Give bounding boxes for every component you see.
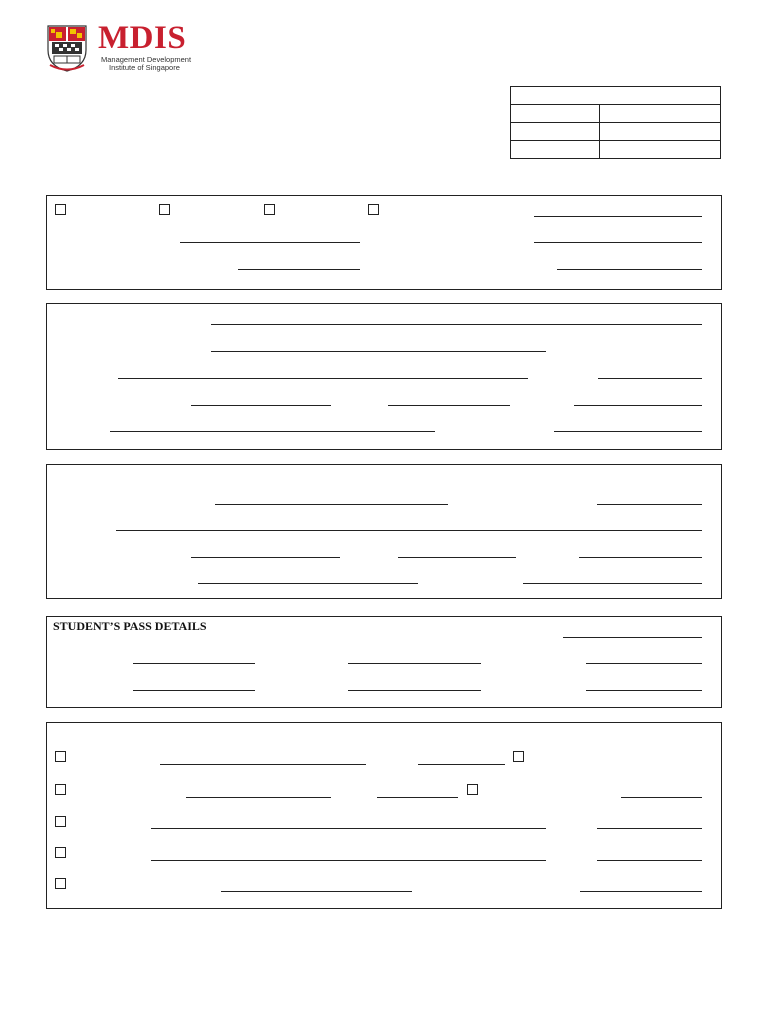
input-line[interactable] [580, 891, 702, 892]
input-line[interactable] [563, 637, 702, 638]
input-line[interactable] [191, 405, 331, 406]
checkbox[interactable] [55, 784, 66, 795]
checkbox[interactable] [467, 784, 478, 795]
input-line[interactable] [133, 690, 255, 691]
checkbox[interactable] [55, 204, 66, 215]
office-use-cell [511, 105, 600, 123]
input-line[interactable] [398, 557, 516, 558]
input-line[interactable] [198, 583, 418, 584]
input-line[interactable] [557, 269, 702, 270]
section-contact [46, 464, 722, 599]
crest-icon [46, 24, 88, 72]
input-line[interactable] [597, 504, 702, 505]
input-line[interactable] [586, 663, 702, 664]
section-title: STUDENT’S PASS DETAILS [53, 619, 207, 633]
checkbox[interactable] [55, 878, 66, 889]
input-line[interactable] [574, 405, 702, 406]
input-line[interactable] [191, 557, 340, 558]
logo-wordmark: MDIS [98, 20, 187, 56]
input-line[interactable] [151, 828, 546, 829]
logo-subtitle-1: Management Development [101, 55, 192, 64]
input-line[interactable] [597, 828, 702, 829]
input-line[interactable] [221, 891, 412, 892]
checkbox[interactable] [55, 847, 66, 858]
office-use-header-cell [511, 87, 721, 105]
checkbox[interactable] [55, 816, 66, 827]
input-line[interactable] [586, 690, 702, 691]
input-line[interactable] [133, 663, 255, 664]
input-line[interactable] [554, 431, 702, 432]
input-line[interactable] [211, 351, 546, 352]
input-line[interactable] [523, 583, 702, 584]
input-line[interactable] [118, 378, 528, 379]
input-line[interactable] [597, 860, 702, 861]
checkbox[interactable] [55, 751, 66, 762]
input-line[interactable] [215, 504, 448, 505]
input-line[interactable] [238, 269, 360, 270]
input-line[interactable] [579, 557, 702, 558]
input-line[interactable] [160, 764, 366, 765]
logo-subtitle-2: Institute of Singapore [109, 63, 180, 72]
input-line[interactable] [151, 860, 546, 861]
checkbox[interactable] [513, 751, 524, 762]
office-use-cell[interactable] [600, 141, 721, 159]
input-line[interactable] [348, 690, 481, 691]
office-use-table [510, 86, 721, 159]
input-line[interactable] [110, 431, 435, 432]
office-use-cell [511, 123, 600, 141]
input-line[interactable] [180, 242, 360, 243]
checkbox[interactable] [368, 204, 379, 215]
checkbox[interactable] [159, 204, 170, 215]
input-line[interactable] [377, 797, 458, 798]
section-qualifications [46, 722, 722, 909]
office-use-cell[interactable] [600, 123, 721, 141]
input-line[interactable] [418, 764, 505, 765]
input-line[interactable] [388, 405, 510, 406]
office-use-cell [511, 141, 600, 159]
input-line[interactable] [116, 530, 702, 531]
input-line[interactable] [211, 324, 702, 325]
input-line[interactable] [534, 242, 702, 243]
section-personal [46, 303, 722, 450]
input-line[interactable] [598, 378, 702, 379]
input-line[interactable] [621, 797, 702, 798]
input-line[interactable] [348, 663, 481, 664]
input-line[interactable] [534, 216, 702, 217]
input-line[interactable] [186, 797, 331, 798]
office-use-cell[interactable] [600, 105, 721, 123]
checkbox[interactable] [264, 204, 275, 215]
